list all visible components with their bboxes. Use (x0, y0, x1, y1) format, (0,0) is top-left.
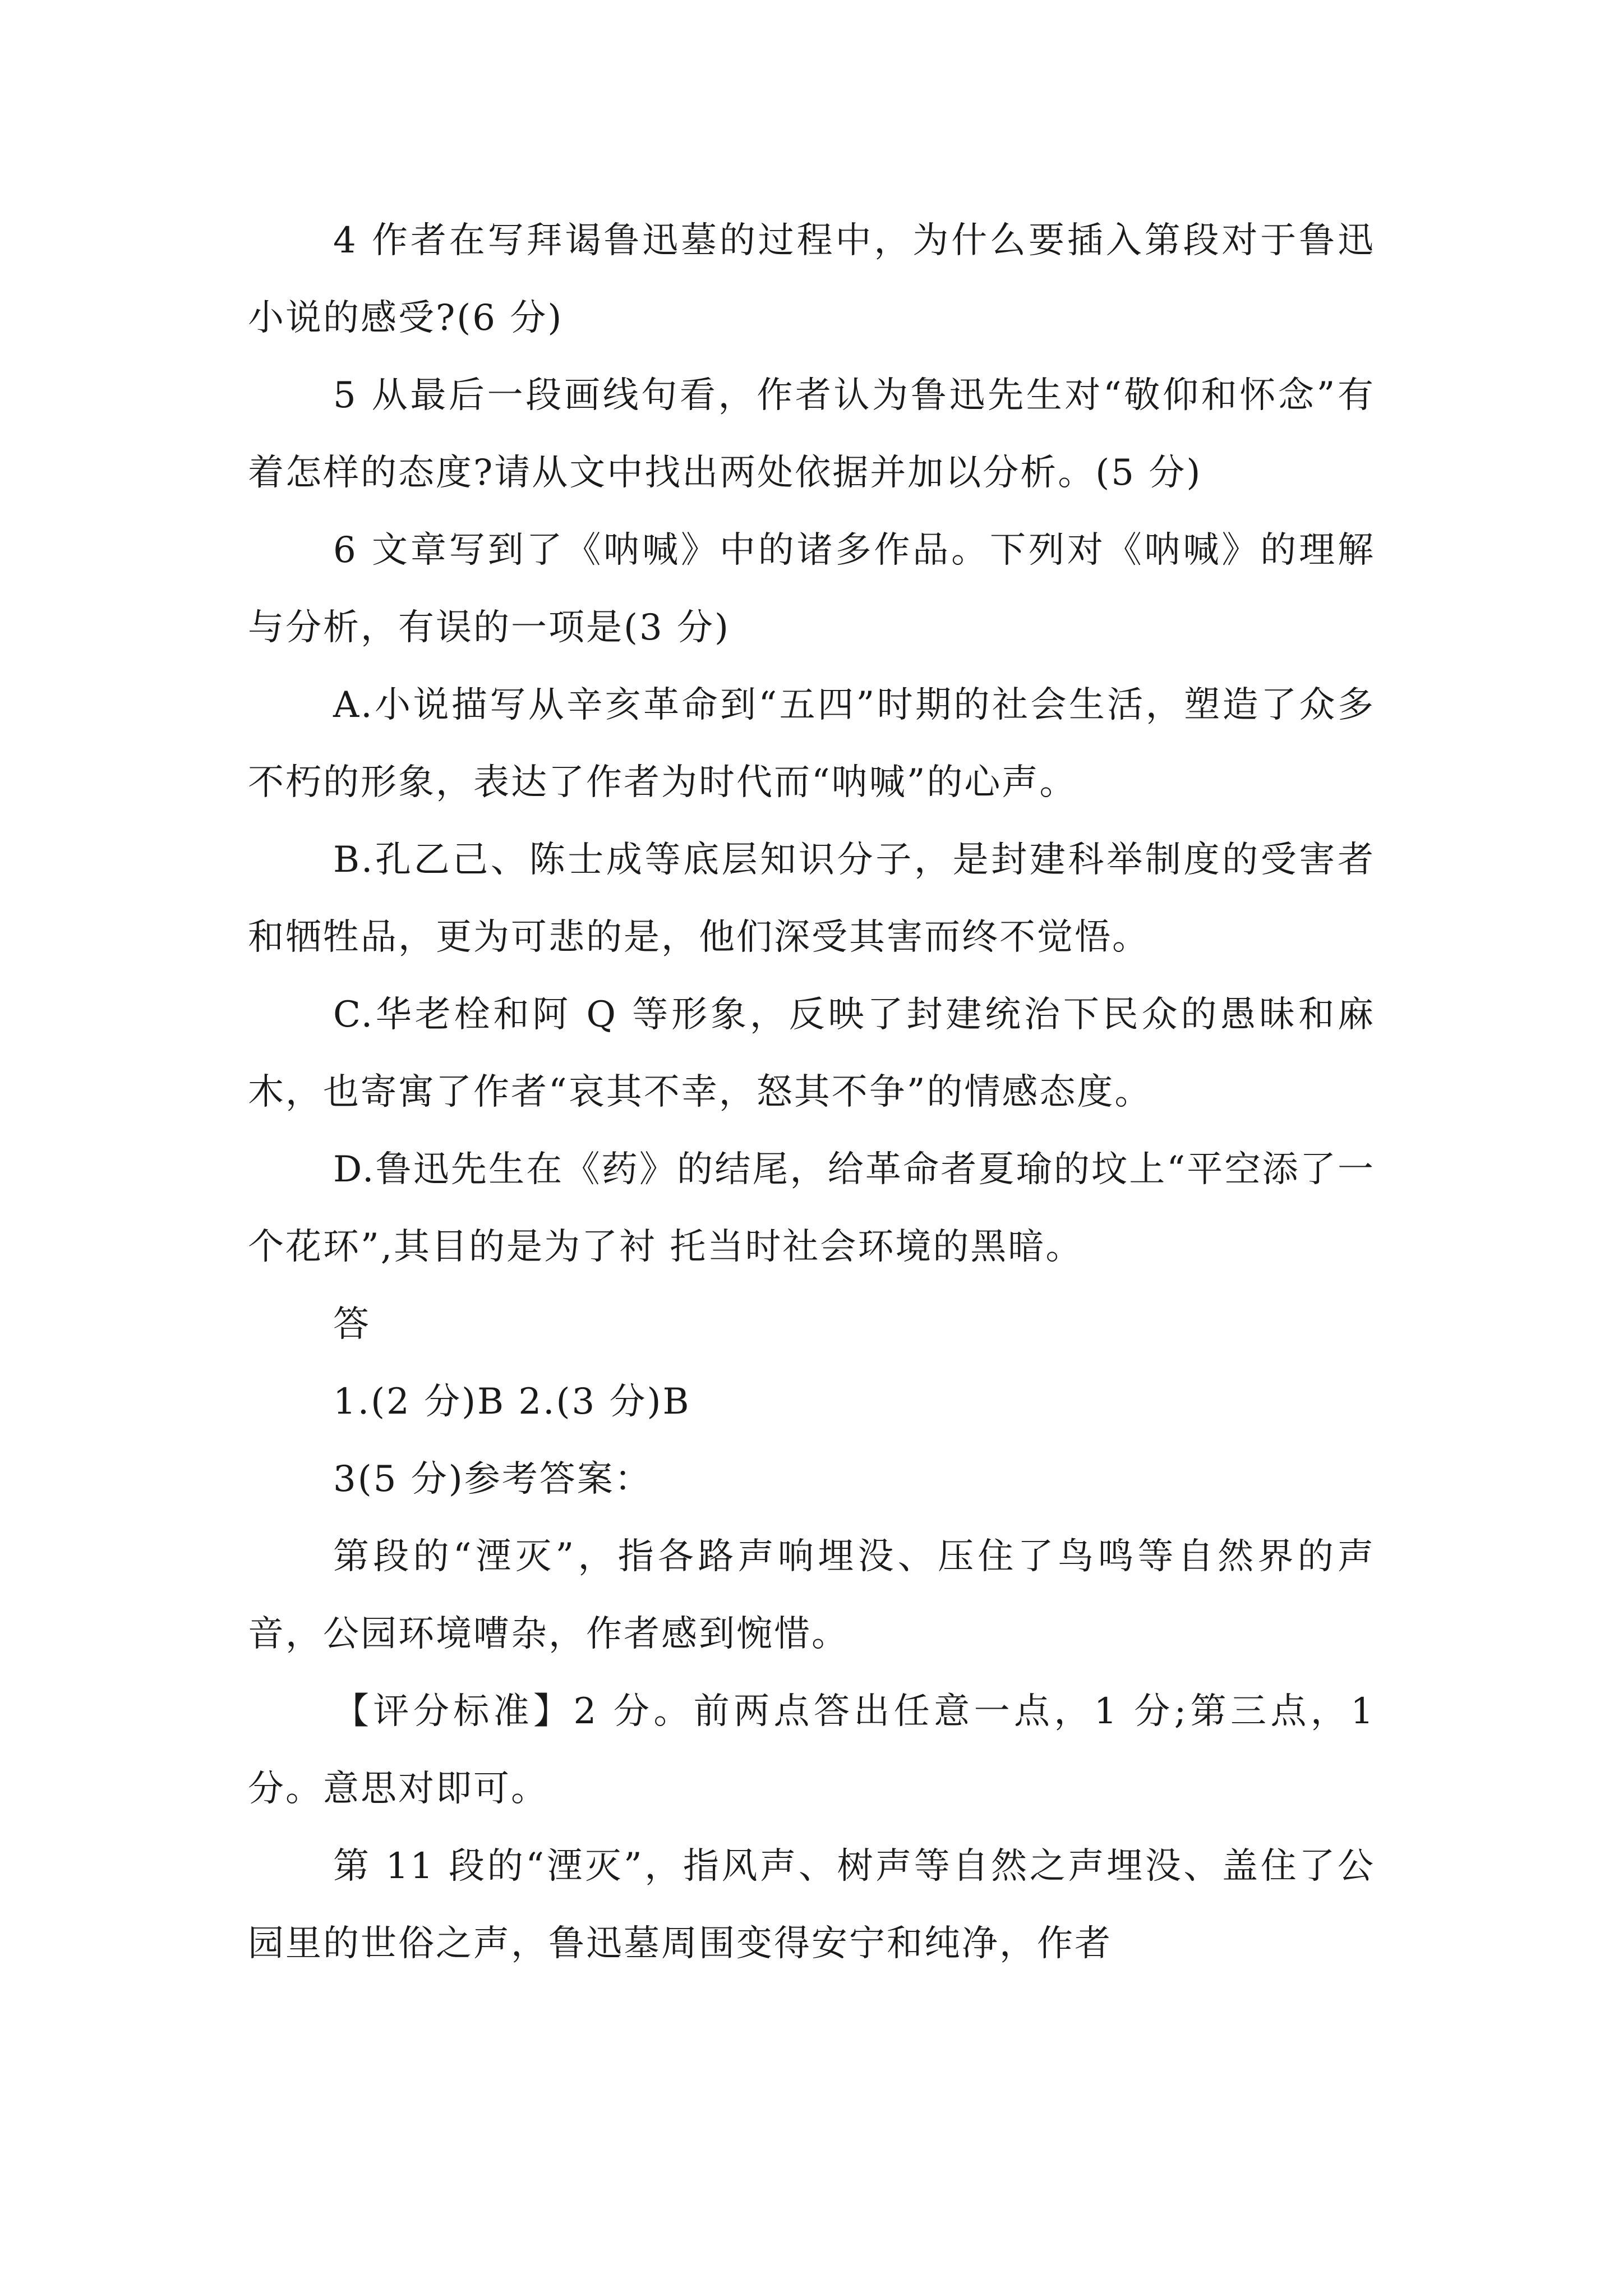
option-b: B.孔乙己、陈士成等底层知识分子，是封建科举制度的受害者和牺牲品，更为可悲的是，他们深受其害而终不觉悟。 (248, 839, 1375, 958)
question-6: 6 文章写到了《呐喊》中的诸多作品。下列对《呐喊》的理解与分析，有误的一项是(3 分) (248, 530, 1375, 648)
document-body (248, 202, 1375, 1982)
option-a: A.小说描写从辛亥革命到“五四”时期的社会生活，塑造了众多不朽的形象，表达了作者为时代而“呐喊”的心声。 (248, 684, 1375, 803)
answer-3-point-1: 第段的“湮灭”，指各路声响埋没、压住了鸟鸣等自然界的声音，公园环境嘈杂，作者感到惋惜。 (248, 1536, 1375, 1655)
answer-3-heading: 3(5 分)参考答案： (333, 1458, 652, 1500)
answer-3-point-2: 第 11 段的“湮灭”，指风声、树声等自然之声埋没、盖住了公园里的世俗之声，鲁迅墓周围变得安宁和纯净，作者 (248, 1846, 1375, 1964)
question-4: 4 作者在写拜谒鲁迅墓的过程中，为什么要插入第段对于鲁迅小说的感受?(6 分) (248, 220, 1375, 339)
answer-heading: 答 (333, 1304, 371, 1345)
question-5: 5 从最后一段画线句看，作者认为鲁迅先生对“敬仰和怀念”有着怎样的态度?请从文中找出两处依据并加以分析。(5 分) (248, 375, 1375, 494)
answer-1-2: 1.(2 分)B 2.(3 分)B (333, 1381, 691, 1423)
option-d: D.鲁迅先生在《药》的结尾，给革命者夏瑜的坟上“平空添了一个花环”,其目的是为了衬 托当时社会环境的黑暗。 (248, 1149, 1375, 1268)
scoring-criteria: 【评分标准】2 分。前两点答出任意一点，1 分;第三点，1 分。意思对即可。 (248, 1691, 1375, 1810)
option-c: C.华老栓和阿 Q 等形象，反映了封建统治下民众的愚昧和麻木，也寄寓了作者“哀其不幸，怒其不争”的情感态度。 (248, 994, 1375, 1113)
